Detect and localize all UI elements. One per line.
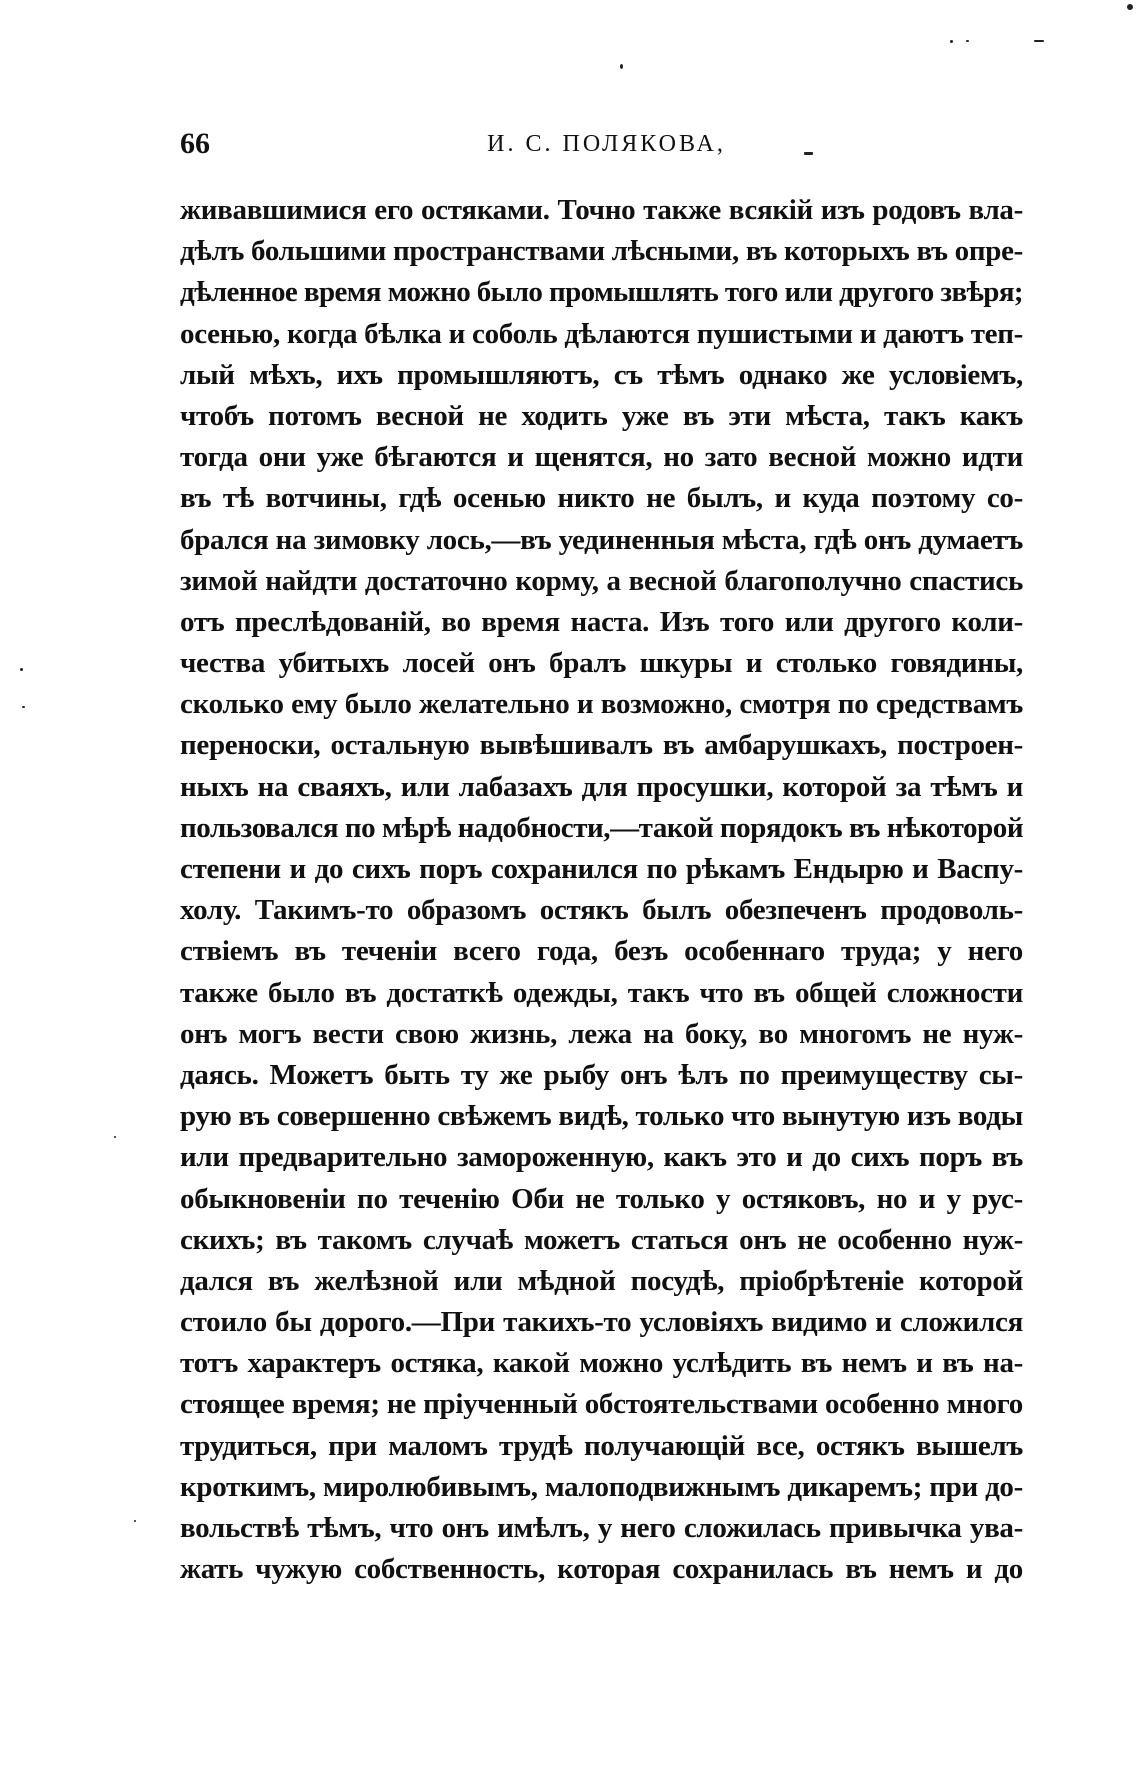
text-line: также было въ достаткѣ одежды, такъ что въ общей сложности [180,976,1023,1009]
text-line: сколько ему было желательно и возможно, смотря по средствамъ [180,688,1023,721]
scan-speck [966,40,969,42]
scan-speck [804,152,813,155]
text-line: стоило бы дорого.—При такихъ-то условіяхъ видимо и сложился [180,1306,1023,1339]
running-header [180,124,1023,164]
body-text [180,190,1023,1590]
scan-speck [1034,40,1044,42]
text-line: пользовался по мѣрѣ надобности,—такой порядокъ въ нѣкоторой [180,811,1024,844]
text-line: жать чужую собственность, которая сохранилась въ немъ и до [180,1553,1023,1586]
text-line: переноски, остальную вывѣшивалъ въ амбарушкахъ, построен- [180,729,1023,762]
scan-speck [620,64,623,69]
scan-speck [22,706,25,708]
text-line: вольствѣ тѣмъ, что онъ имѣлъ, у него сложилась привычка ува- [180,1512,1023,1544]
text-line: тогда они уже бѣгаются и щенятся, но зато весной можно идти [180,441,1023,474]
text-line: холу. Такимъ-то образомъ остякъ былъ обезпеченъ продоволь- [180,894,1023,927]
text-line: зимой найдти достаточно корму, а весной благополучно спастись [180,564,1023,597]
text-line: дѣлъ большими пространствами лѣсными, въ которыхъ въ опре- [180,235,1024,268]
scan-speck [114,1136,116,1138]
scan-speck [20,668,23,671]
text-line: чества убитыхъ лосей онъ бралъ шкуры и столько говядины, [180,647,1023,680]
text-line: обыкновеніи по теченію Оби не только у остяковъ, но и у рус- [180,1182,1023,1215]
text-line: ствіемъ въ теченіи всего года, безъ особеннаго труда; у него [180,935,1023,968]
text-line: отъ преслѣдованій, во время наста. Изъ того или другого коли- [180,605,1023,638]
text-line: брался на зимовку лось,—въ уединенныя мѣста, гдѣ онъ думаетъ [180,523,1023,556]
text-line: дался въ желѣзной или мѣдной посудѣ, пріобрѣтеніе которой [180,1264,1023,1297]
text-line: даясь. Можетъ быть ту же рыбу онъ ѣлъ по преимуществу сы- [180,1058,1023,1091]
text-line: скихъ; въ такомъ случаѣ можетъ статься онъ не особенно нуж- [180,1223,1023,1256]
text-line: дѣленное время можно было промышлять того или другого звѣря; [180,276,1023,309]
text-line: онъ могъ вести свою жизнь, лежа на боку, во многомъ не нуж- [180,1017,1023,1050]
text-line: лый мѣхъ, ихъ промышляютъ, съ тѣмъ однако же условіемъ, [180,358,1023,391]
text-line: степени и до сихъ поръ сохранился по рѣкамъ Ендырю и Васпу- [180,853,1023,885]
text-line: тотъ характеръ остяка, какой можно услѣдить въ немъ и въ на- [180,1347,1023,1380]
running-title: И. С. ПОЛЯКОВА, [487,131,726,157]
text-line: стоящее время; не пріученный обстоятельствами особенно много [180,1388,1023,1421]
text-line: кроткимъ, миролюбивымъ, малоподвижнымъ дикаремъ; при до- [180,1470,1023,1503]
text-line: рую въ совершенно свѣжемъ видѣ, только что вынутую изъ воды [180,1100,1023,1133]
scan-speck [134,1520,136,1522]
text-line: ныхъ на сваяхъ, или лабазахъ для просушки, которой за тѣмъ и [180,770,1023,803]
text-line: трудиться, при маломъ трудѣ получающій все, остякъ вышелъ [180,1429,1023,1462]
text-line: или предварительно замороженную, какъ это и до сихъ поръ въ [180,1141,1023,1174]
text-line: чтобъ потомъ весной не ходить уже въ эти мѣста, такъ какъ [180,399,1023,432]
text-line: осенью, когда бѣлка и соболь дѣлаются пушистыми и даютъ теп- [180,317,1023,350]
text-line: въ тѣ вотчины, гдѣ осенью никто не былъ, и куда поэтому со- [180,482,1023,515]
page-number: 66 [180,127,210,160]
scan-speck [1127,4,1133,10]
scan-speck [950,40,953,43]
text-line: живавшимися его остяками. Точно также всякій изъ родовъ вла- [180,194,1023,226]
